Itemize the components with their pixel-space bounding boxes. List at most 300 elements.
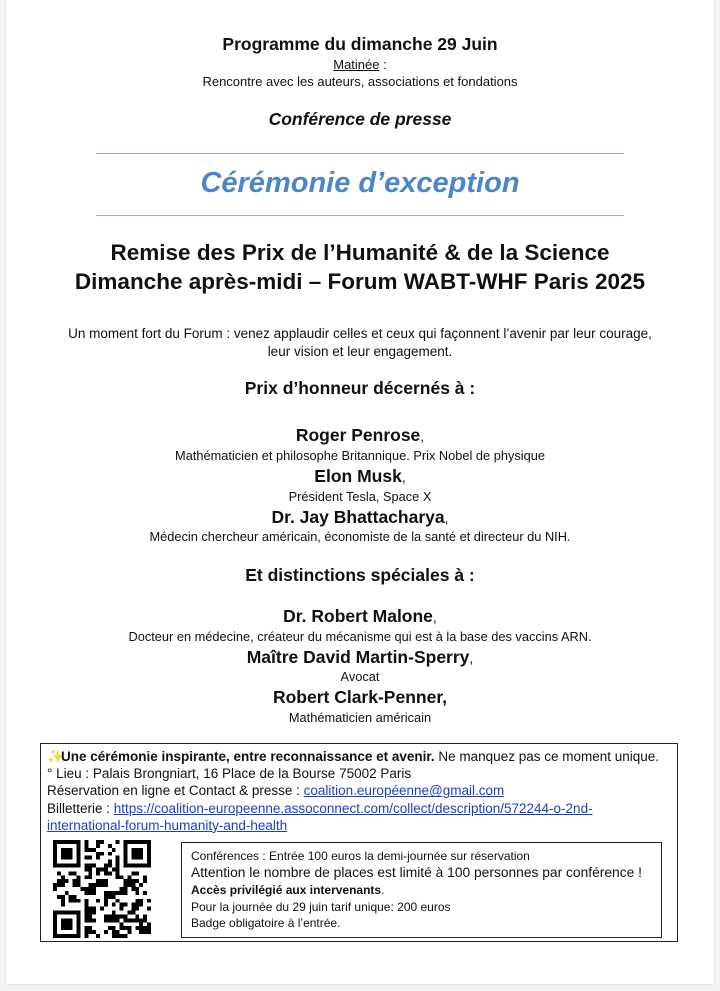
qr-module [100,867,104,871]
qr-module [53,914,57,918]
qr-module [69,895,73,899]
qr-module [112,926,116,930]
qr-module [108,891,112,895]
qr-module [124,918,128,922]
intro-paragraph [6,325,714,361]
qr-module [73,895,77,899]
qr-module [135,848,139,852]
qr-module [57,840,61,844]
qr-module [77,864,81,868]
qr-module [53,887,57,891]
qr-module [147,930,151,934]
qr-module [77,899,81,903]
press-conference-heading: Conférence de presse [268,109,452,129]
qr-module [135,903,139,907]
laureate-name: Elon Musk, [314,466,406,486]
qr-module [143,875,147,879]
qr-module [84,848,88,852]
laureate-description: Médecin chercheur américain, économiste de la santé et directeur du NIH. [149,529,571,544]
qr-module [100,852,104,856]
qr-module [88,907,92,911]
qr-module [77,934,81,938]
qr-module [139,899,143,903]
qr-module [88,848,92,852]
qr-module [139,918,143,922]
qr-module [112,903,116,907]
qr-module [100,883,104,887]
qr-module [69,848,73,852]
special-laureate-name: Dr. Robert Malone, [283,606,437,626]
qr-module [65,852,69,856]
qr-module [77,848,81,852]
qr-module [124,914,128,918]
qr-module [61,899,65,903]
qr-module [53,883,57,887]
qr-module [84,907,88,911]
qr-module [84,840,88,844]
qr-module [131,907,135,911]
qr-module [147,926,151,930]
qr-module [53,918,57,922]
qr-module [57,871,61,875]
qr-module [53,864,57,868]
special-laureate-name: Robert Clark-Penner, [272,687,448,707]
intro-line1: Un moment fort du Forum : venez applaudir celles et ceux qui façonnent l’avenir par leur courage, [68,326,652,341]
pricing-access: Accès privilégié aux intervenants. [191,883,385,897]
qr-module [124,852,128,856]
qr-module [96,840,100,844]
qr-module [84,926,88,930]
qr-module [92,891,96,895]
qr-module [104,914,108,918]
qr-module [108,864,112,868]
qr-module [84,911,88,915]
qr-module [69,918,73,922]
qr-module [88,891,92,895]
qr-module [88,887,92,891]
qr-module [88,871,92,875]
qr-module [73,879,77,883]
qr-module [127,879,131,883]
qr-module [135,891,139,895]
pricing-day-rate: Pour la journée du 29 juin tarif unique: 200 euros [191,900,451,914]
qr-module [57,883,61,887]
qr-module [88,875,92,879]
qr-module [135,914,139,918]
qr-module [77,911,81,915]
laureate-name: Roger Penrose, [295,425,425,445]
qr-module [131,840,135,844]
qr-module [104,895,108,899]
qr-module [143,918,147,922]
qr-module [77,875,81,879]
qr-module [77,844,81,848]
qr-module [120,922,124,926]
qr-module [135,918,139,922]
special-laureate-description: Avocat [340,669,380,684]
qr-module [147,860,151,864]
qr-module [73,934,77,938]
qr-module [96,879,100,883]
qr-module [131,864,135,868]
qr-module [88,856,92,860]
qr-module [112,867,116,871]
qr-module [112,914,116,918]
qr-module [116,914,120,918]
qr-module [143,930,147,934]
qr-module [53,844,57,848]
qr-module [108,852,112,856]
qr-module [116,864,120,868]
qr-module [127,926,131,930]
qr-module [92,883,96,887]
programme-title: Programme du dimanche 29 Juin [222,34,498,54]
special-laureate-description: Mathématicien américain [288,710,432,725]
qr-module [53,848,57,852]
qr-module [112,895,116,899]
qr-module [100,840,104,844]
qr-module [92,848,96,852]
qr-module [84,899,88,903]
qr-module [88,867,92,871]
qr-module [108,860,112,864]
qr-module [135,907,139,911]
qr-module [77,840,81,844]
qr-module [65,934,69,938]
qr-module [84,887,88,891]
qr-module [104,883,108,887]
qr-module [124,903,128,907]
qr-module [92,930,96,934]
ticketing-link[interactable]: https://coalition-europeenne.assoconnect.com/collect/description/572244-o-2nd- [113,800,593,816]
qr-module [80,887,84,891]
honors-heading: Prix d’honneur décernés à : [244,378,476,398]
qr-module [77,922,81,926]
qr-module [92,911,96,915]
ceremony-title: Cérémonie d’exception [200,167,520,199]
qr-module [116,934,120,938]
qr-module [77,926,81,930]
qr-module [57,879,61,883]
qr-module [53,856,57,860]
qr-module [84,903,88,907]
qr-module [61,864,65,868]
qr-module [73,911,77,915]
tagline-rest: Ne manquez pas ce moment unique. [434,749,660,764]
matinee-label: Matinée [333,57,380,72]
qr-module [57,895,61,899]
qr-module [124,844,128,848]
qr-module [77,879,81,883]
contact-email-link[interactable]: coalition.européenne@gmail.com [303,783,505,799]
qr-module [61,875,65,879]
qr-module [96,856,100,860]
qr-module [108,918,112,922]
qr-module [147,864,151,868]
qr-module [124,860,128,864]
qr-module [116,860,120,864]
qr-module [65,879,69,883]
qr-module [61,852,65,856]
qr-module [143,926,147,930]
qr-module [120,907,124,911]
qr-module [73,899,77,903]
qr-module [77,914,81,918]
qr-module [104,864,108,868]
tagline-bold: Une cérémonie inspirante, entre reconnaissance et avenir. [61,749,435,764]
qr-module [139,852,143,856]
laureate-name: Dr. Jay Bhattacharya, [271,507,449,527]
qr-module [65,922,69,926]
qr-module [73,883,77,887]
qr-module [131,883,135,887]
qr-code-icon[interactable] [53,840,151,938]
qr-module [77,918,81,922]
qr-module [61,879,65,883]
qr-module [88,930,92,934]
qr-module [139,930,143,934]
qr-module [73,871,77,875]
qr-module [120,887,124,891]
qr-module [69,926,73,930]
qr-module [84,875,88,879]
qr-module [127,883,131,887]
qr-module [127,930,131,934]
qr-module [127,864,131,868]
qr-module [104,899,108,903]
ticketing-link-part2[interactable]: international-forum-humanity-and-health [47,817,288,833]
qr-module [131,887,135,891]
qr-module [53,934,57,938]
qr-module [69,840,73,844]
qr-module [116,840,120,844]
qr-module [96,883,100,887]
qr-module [65,840,69,844]
qr-module [61,926,65,930]
qr-module [69,911,73,915]
qr-module [108,926,112,930]
divider-bottom [96,215,624,216]
qr-module [65,926,69,930]
qr-module [139,883,143,887]
qr-module [112,930,116,934]
matinee-suffix: : [379,57,387,72]
qr-module [77,860,81,864]
qr-module [131,879,135,883]
ticketing-line: Billetterie : https://coalition-europeenne.assoconnect.com/collect/description/572244-o-2nd- [47,800,593,816]
qr-module [69,934,73,938]
qr-module [139,856,143,860]
qr-module [147,840,151,844]
ticketing-link-cont [47,817,677,834]
qr-module [88,926,92,930]
qr-module [61,856,65,860]
qr-module [120,903,124,907]
qr-module [104,867,108,871]
qr-module [135,926,139,930]
qr-module [116,899,120,903]
qr-module [96,844,100,848]
qr-module [139,922,143,926]
qr-module [104,903,108,907]
qr-module [96,934,100,938]
qr-module [124,848,128,852]
qr-module [92,887,96,891]
special-laureate-name: Maître David Martin-Sperry, [246,647,474,667]
qr-module [143,891,147,895]
qr-module [96,852,100,856]
qr-module [143,864,147,868]
qr-module [57,934,61,938]
qr-module [88,918,92,922]
qr-module [104,891,108,895]
qr-module [116,856,120,860]
info-lines [47,748,677,834]
qr-module [77,883,81,887]
qr-module [124,856,128,860]
qr-module [147,844,151,848]
award-heading-line2: Dimanche après-midi – Forum WABT-WHF Paris 2025 [74,269,646,294]
qr-module [92,907,96,911]
qr-module [53,840,57,844]
qr-module [131,848,135,852]
qr-module [61,922,65,926]
divider-top [96,153,624,154]
qr-module [108,871,112,875]
qr-module [147,856,151,860]
pricing-line: Conférences : Entrée 100 euros la demi-journée sur réservation [191,849,530,863]
qr-module [127,918,131,922]
qr-module [84,891,88,895]
qr-module [57,864,61,868]
qr-module [124,840,128,844]
qr-module [135,871,139,875]
qr-module [53,926,57,930]
qr-module [96,867,100,871]
qr-module [108,895,112,899]
award-heading [6,238,714,296]
qr-module [84,934,88,938]
qr-module [131,871,135,875]
qr-module [100,879,104,883]
qr-module [69,864,73,868]
qr-module [65,918,69,922]
qr-module [108,844,112,848]
qr-module [120,926,124,930]
qr-module [139,840,143,844]
qr-module [92,864,96,868]
qr-module [143,879,147,883]
qr-module [127,840,131,844]
qr-module [116,871,120,875]
qr-module [61,903,65,907]
qr-module [147,852,151,856]
qr-module [61,848,65,852]
qr-module [57,911,61,915]
qr-module [69,922,73,926]
qr-module [120,914,124,918]
qr-module [96,899,100,903]
qr-module [131,852,135,856]
qr-module [127,911,131,915]
qr-module [139,926,143,930]
qr-module [131,856,135,860]
qr-module [100,907,104,911]
qr-module [77,930,81,934]
qr-module [65,891,69,895]
qr-module [112,934,116,938]
qr-module [84,930,88,934]
qr-module [88,883,92,887]
qr-module [147,848,151,852]
qr-module [124,879,128,883]
qr-module [96,871,100,875]
qr-module [69,856,73,860]
qr-module [135,887,139,891]
qr-module [135,879,139,883]
rencontre-text: Rencontre avec les auteurs, associations et fondations [202,74,518,89]
qr-module [104,879,108,883]
qr-module [65,856,69,860]
special-heading: Et distinctions spéciales à : [245,565,475,585]
qr-module [84,864,88,868]
qr-module [143,840,147,844]
pricing-box [181,842,662,938]
qr-module [139,903,143,907]
qr-module [61,934,65,938]
qr-module [104,930,108,934]
qr-module [112,848,116,852]
qr-module [139,864,143,868]
qr-module [69,899,73,903]
qr-module [116,891,120,895]
qr-module [116,867,120,871]
qr-module [77,856,81,860]
qr-module [116,918,120,922]
laureate-description: Mathématicien et philosophe Britannique. Prix Nobel de physique [175,448,545,463]
qr-module [135,864,139,868]
qr-module [116,875,120,879]
info-box [40,743,678,942]
award-heading-line1: Remise des Prix de l’Humanité & de la Science [110,240,610,265]
qr-module [124,883,128,887]
qr-module [147,899,151,903]
qr-module [139,848,143,852]
qr-module [84,867,88,871]
qr-module [112,891,116,895]
qr-module [65,848,69,852]
laureate-description: Président Tesla, Space X [288,489,432,504]
qr-module [147,907,151,911]
qr-module [127,875,131,879]
qr-module [92,918,96,922]
qr-module [124,934,128,938]
qr-module [135,899,139,903]
qr-module [53,930,57,934]
qr-module [135,856,139,860]
qr-module [61,895,65,899]
qr-module [61,911,65,915]
qr-module [124,887,128,891]
pricing-warning: Attention le nombre de places est limité à 100 personnes par conférence ! [191,865,642,880]
special-laureate-description: Docteur en médecine, créateur du mécanisme qui est à la base des vaccins ARN. [128,629,592,644]
qr-module [88,864,92,868]
qr-module [143,914,147,918]
qr-module [65,911,69,915]
qr-module [53,911,57,915]
qr-module [84,856,88,860]
qr-module [53,852,57,856]
